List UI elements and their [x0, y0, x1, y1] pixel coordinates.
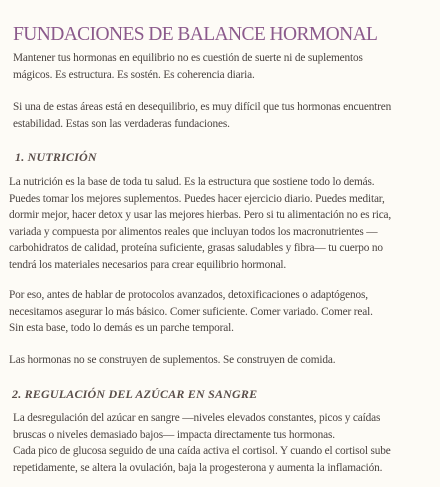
nutricion-paragraph-3	[9, 352, 440, 369]
text-line: Las hormonas no se construyen de suplementos. Se construyen de comida.	[9, 354, 336, 366]
text-line: La nutrición es la base de toda tu salud. Es la estructura que sostiene todo lo demás.	[9, 176, 375, 188]
text-line: Mantener tus hormonas en equilibrio no es cuestión de suerte ni de suplementos	[13, 52, 363, 64]
document-title: FUNDACIONES DE BALANCE HORMONAL	[13, 24, 378, 45]
regulacion-paragraph-1	[13, 410, 440, 476]
text-line: mágicos. Es estructura. Es sostén. Es coherencia diaria.	[13, 68, 255, 81]
section-heading-regulacion-azucar: 2. REGULACIÓN DEL AZÚCAR EN SANGRE	[12, 387, 258, 401]
text-line: estabilidad. Estas son las verdaderas fundaciones.	[13, 117, 230, 130]
text-line: variada y compuesta por alimentos reales que incluyan todos los macronutrientes —	[9, 225, 378, 238]
nutricion-paragraph-2	[9, 287, 440, 337]
text-line: necesitamos asegurar lo más básico. Comer suficiente. Comer variado. Comer real.	[9, 305, 373, 318]
intro-paragraph-2	[13, 99, 440, 132]
nutricion-paragraph-1	[9, 174, 440, 273]
text-line: tendrá los materiales necesarios para crear equilibrio hormonal.	[9, 258, 287, 271]
text-line: Puedes tomar los mejores suplementos. Puedes hacer ejercicio diario. Puedes meditar,	[9, 192, 385, 205]
section-heading-nutricion: 1. NUTRICIÓN	[15, 150, 97, 164]
text-line: La desregulación del azúcar en sangre —niveles elevados constantes, picos y caídas	[13, 412, 381, 424]
text-line: Si una de estas áreas está en desequilibrio, es muy difícil que tus hormonas encuentren	[13, 101, 392, 113]
text-line: repetidamente, se altera la ovulación, baja la progesterona y aumenta la inflamación.	[13, 461, 383, 474]
text-line: Sin esta base, todo lo demás es un parche temporal.	[9, 322, 234, 334]
text-line: dormir mejor, hacer detox y usar las mejores hierbas. Pero si tu alimentación no es rica,	[9, 209, 392, 221]
text-line: Cada pico de glucosa seguido de una caída activa el cortisol. Y cuando el cortisol sube	[13, 445, 391, 457]
text-line: carbohidratos de calidad, proteína suficiente, grasas saludables y fibra— tu cuerpo no	[9, 242, 383, 254]
text-line: bruscas o niveles demasiado bajos— impacta directamente tus hormonas.	[13, 428, 335, 441]
text-line: Por eso, antes de hablar de protocolos avanzados, detoxificaciones o adaptógenos,	[9, 289, 368, 301]
intro-paragraph	[13, 50, 440, 83]
